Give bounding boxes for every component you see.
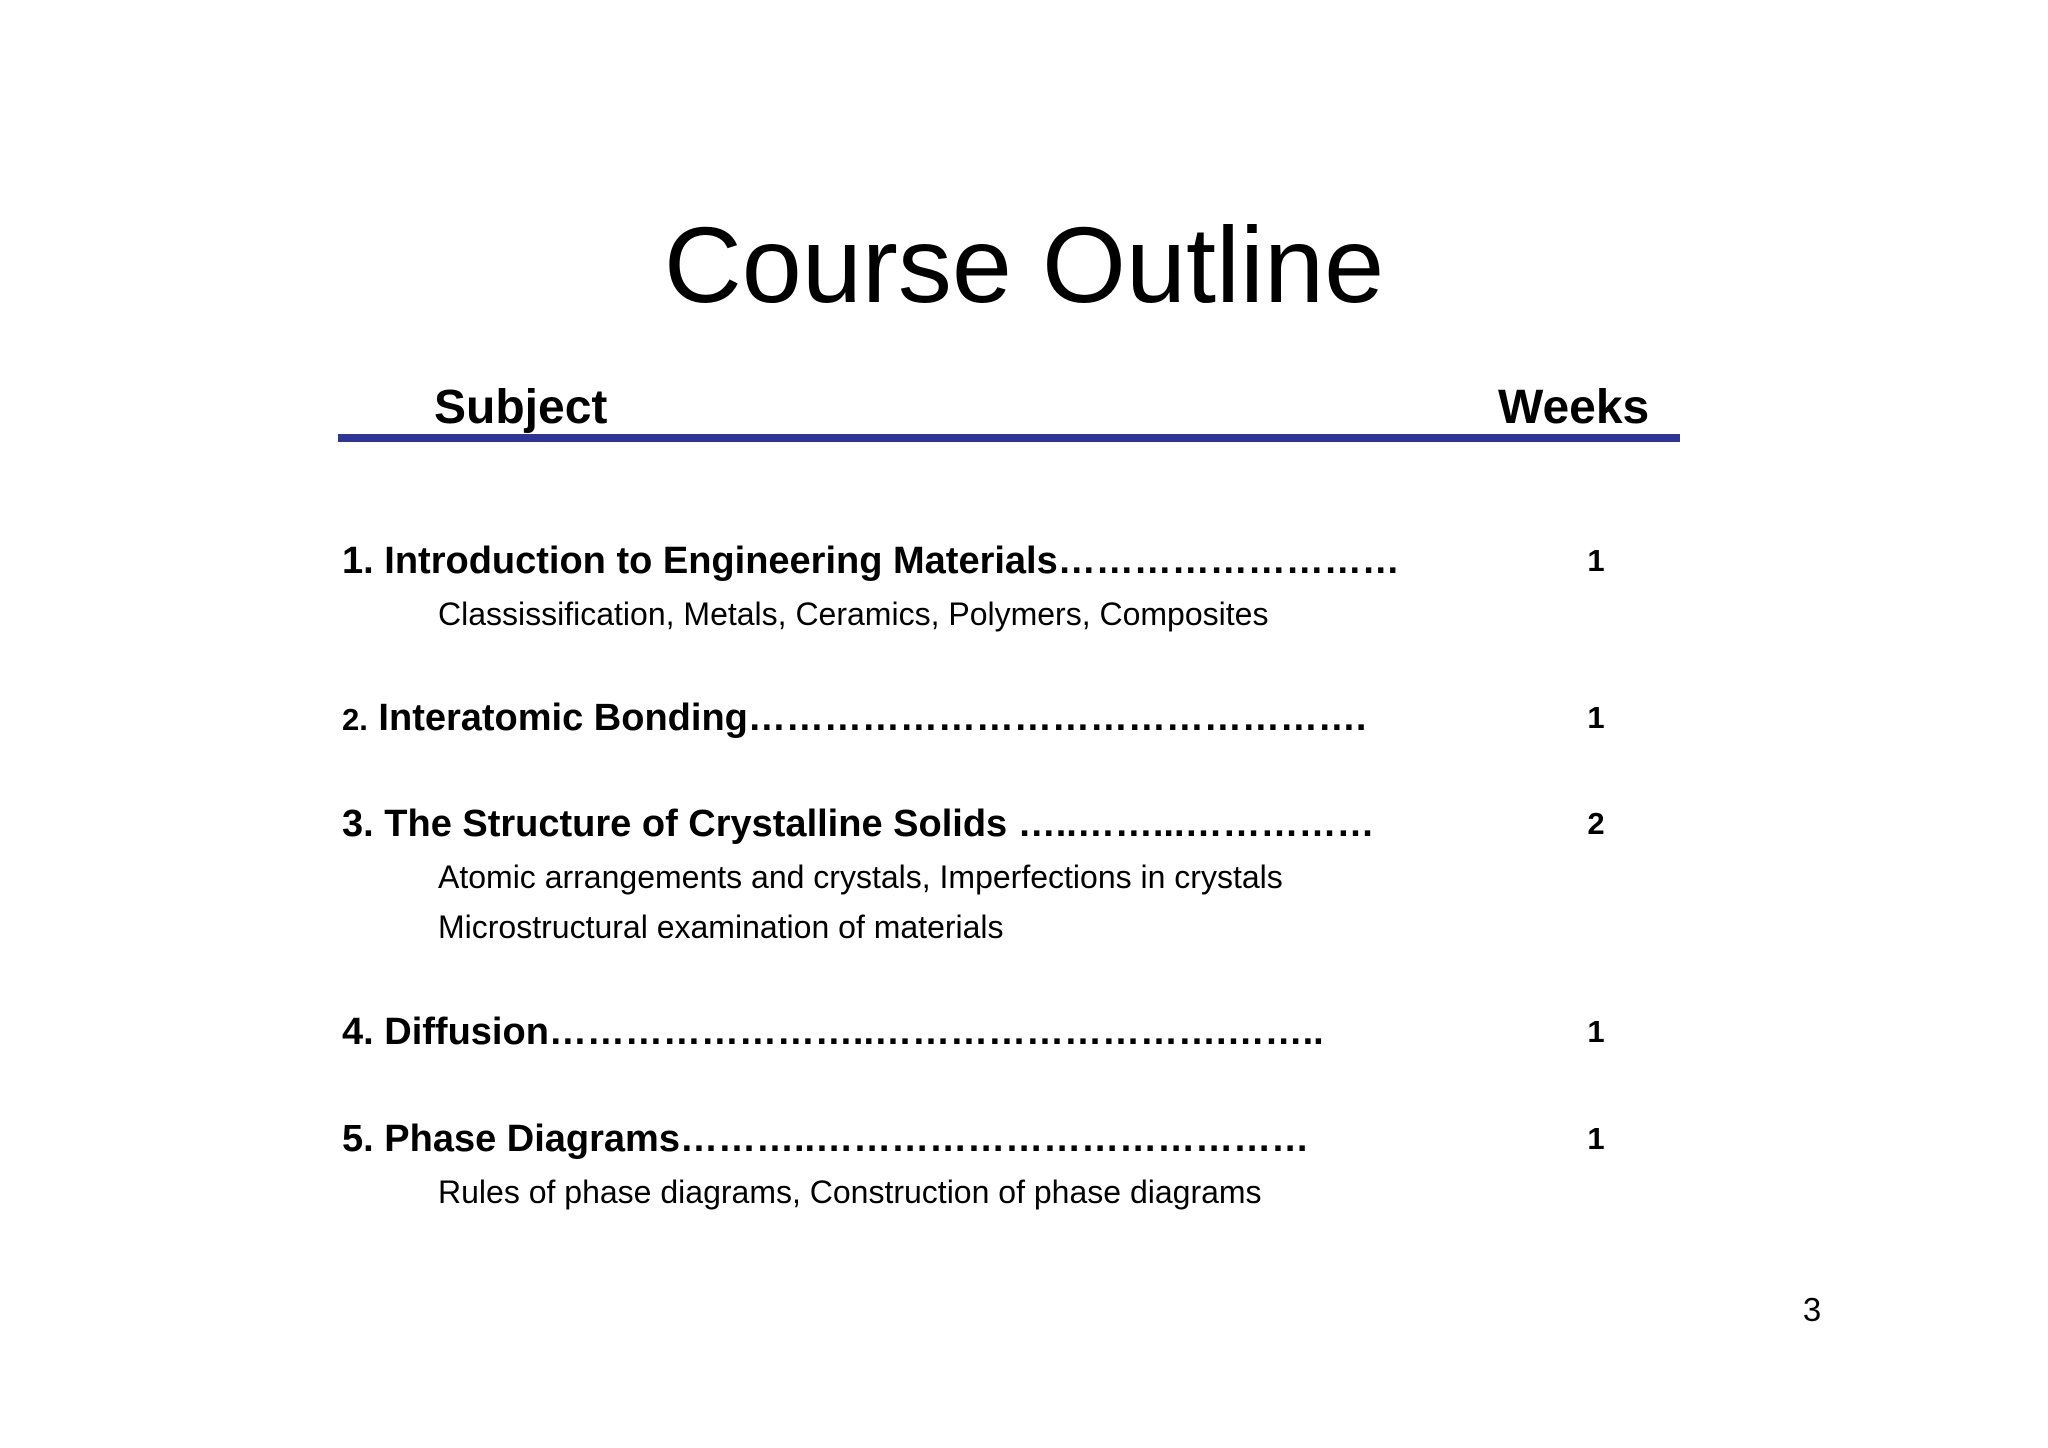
- header-rule: [338, 434, 1680, 442]
- outline-item-3: [342, 801, 1375, 847]
- item-number: 1: [342, 540, 364, 582]
- item-separator: [368, 697, 379, 739]
- item-subtopic: Rules of phase diagrams, Construction of phase diagrams: [438, 1174, 1262, 1210]
- outline-item-5: [342, 1116, 1309, 1162]
- item-subtopic: Classissification, Metals, Ceramics, Polymers, Composites: [438, 596, 1269, 632]
- outline-item-1: [342, 538, 1400, 584]
- slide-title: Course Outline: [663, 204, 1385, 325]
- item-number: 5: [342, 1118, 364, 1160]
- item-title: Introduction to Engineering Materials: [384, 540, 1058, 582]
- item-separator: .: [363, 803, 385, 845]
- item-number: 2.: [342, 702, 368, 737]
- dot-leader: ……………………..……………………….……..: [548, 1011, 1324, 1053]
- item-subtopic: Atomic arrangements and crystals, Imperfections in crystals: [438, 859, 1283, 895]
- dot-leader: ………………………………………….: [747, 697, 1367, 739]
- item-separator: .: [363, 540, 385, 582]
- subject-column-header: Subject: [434, 381, 608, 434]
- item-title: Interatomic Bonding: [378, 697, 748, 739]
- item-weeks-3: 2: [1587, 806, 1605, 841]
- item-weeks-2: 1: [1587, 700, 1605, 735]
- outline-item-4: [342, 1009, 1324, 1055]
- item-title: The Structure of Crystalline Solids: [384, 803, 1008, 845]
- item-subtopic: Microstructural examination of materials: [438, 909, 1004, 945]
- page-number: 3: [1802, 1291, 1822, 1328]
- item-title: Phase Diagrams: [384, 1118, 680, 1160]
- item-title: Diffusion: [384, 1011, 549, 1053]
- dot-leader: ………………………: [1057, 540, 1400, 582]
- outline-item-2: [342, 695, 1366, 743]
- item-separator: .: [363, 1118, 385, 1160]
- item-weeks-1: 1: [1587, 543, 1605, 578]
- dot-leader: ………..…………………………………: [679, 1118, 1310, 1160]
- dot-leader: …..……...……………: [1007, 803, 1375, 845]
- item-weeks-4: 1: [1587, 1014, 1605, 1049]
- item-separator: .: [363, 1011, 385, 1053]
- item-number: 3: [342, 803, 364, 845]
- weeks-column-header: Weeks: [1498, 381, 1650, 434]
- item-number: 4: [342, 1011, 364, 1053]
- item-weeks-5: 1: [1587, 1121, 1605, 1156]
